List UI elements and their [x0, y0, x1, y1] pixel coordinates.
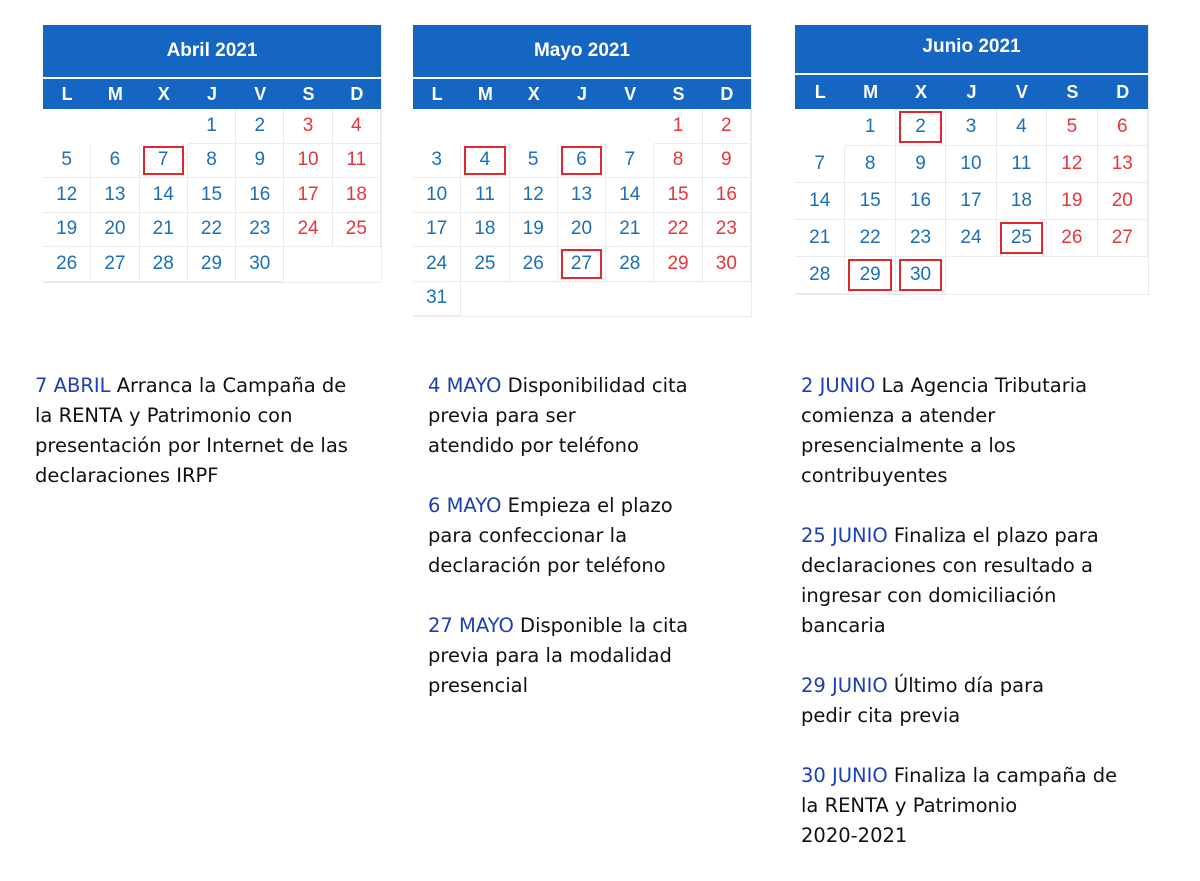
event-item [801, 371, 1196, 491]
day-cell[interactable]: 29 [654, 247, 702, 282]
empty-cell [91, 109, 139, 144]
day-cell[interactable]: 13 [91, 178, 139, 213]
day-cell[interactable]: 14 [140, 178, 188, 213]
day-cell[interactable]: 12 [510, 178, 558, 213]
weekday-label: M [107, 84, 123, 104]
day-cell[interactable]: 13 [558, 178, 606, 213]
day-cell[interactable]: 4 [997, 109, 1047, 146]
day-cell[interactable]: 7 [795, 146, 845, 183]
day-cell[interactable]: 19 [43, 213, 91, 248]
day-cell[interactable]: 18 [333, 178, 381, 213]
day-cell-highlighted[interactable]: 7 [140, 144, 188, 179]
day-cell[interactable]: 11 [461, 178, 509, 213]
day-cell[interactable]: 10 [946, 146, 996, 183]
empty-cell [558, 109, 606, 144]
day-cell[interactable]: 24 [413, 247, 461, 282]
day-cell[interactable]: 3 [946, 109, 996, 146]
day-cell[interactable]: 27 [91, 247, 139, 282]
day-cell[interactable]: 9 [896, 146, 946, 183]
day-cell[interactable]: 21 [606, 213, 654, 248]
day-cell[interactable]: 13 [1098, 146, 1148, 183]
event-description: Arranca la Campaña de la RENTA y Patrimonio con presentación por Internet de las declaraciones IRPF [35, 374, 348, 487]
empty-cell [43, 109, 91, 144]
calendar-may [413, 25, 752, 317]
event-date: 25 JUNIO [801, 524, 888, 547]
weekday-label: S [672, 84, 685, 104]
weekday-label: M [477, 84, 493, 104]
day-cell-highlighted[interactable]: 27 [558, 247, 606, 282]
day-cell[interactable]: 14 [606, 178, 654, 213]
day-cell[interactable]: 18 [461, 213, 509, 248]
day-cell[interactable]: 7 [606, 144, 654, 179]
event-date: 29 JUNIO [801, 674, 888, 697]
day-cell[interactable]: 26 [43, 247, 91, 282]
day-cell[interactable]: 16 [896, 183, 946, 220]
empty-cell [413, 109, 461, 144]
day-cell[interactable]: 2 [236, 109, 284, 144]
empty-cell [461, 109, 509, 144]
day-cell[interactable]: 21 [795, 220, 845, 257]
weekday-label: J [966, 82, 977, 102]
day-cell[interactable]: 2 [703, 109, 751, 144]
day-cell[interactable]: 8 [188, 144, 236, 179]
day-cell[interactable]: 1 [845, 109, 895, 146]
weekday-label: L [431, 84, 443, 104]
day-cell[interactable]: 17 [284, 178, 332, 213]
day-cell[interactable]: 28 [606, 247, 654, 282]
day-cell[interactable]: 30 [236, 247, 284, 282]
day-grid [795, 109, 1148, 294]
day-cell[interactable]: 24 [946, 220, 996, 257]
day-cell[interactable]: 28 [795, 257, 845, 294]
weekday-label: M [863, 82, 879, 102]
day-cell[interactable]: 23 [896, 220, 946, 257]
day-cell[interactable]: 29 [188, 247, 236, 282]
day-cell[interactable]: 5 [1047, 109, 1097, 146]
event-description: La Agencia Tributaria comienza a atender presencialmente a los contribuyentes [801, 374, 1088, 487]
weekday-label: X [157, 84, 170, 104]
day-cell[interactable]: 14 [795, 183, 845, 220]
weekday-label: X [527, 84, 540, 104]
day-cell[interactable]: 31 [413, 282, 461, 317]
day-cell[interactable]: 24 [284, 213, 332, 248]
event-item [35, 371, 400, 491]
day-cell[interactable]: 15 [188, 178, 236, 213]
weekday-label: D [350, 84, 364, 104]
event-date: 2 JUNIO [801, 374, 876, 397]
day-cell[interactable]: 9 [703, 144, 751, 179]
day-cell[interactable]: 21 [140, 213, 188, 248]
day-cell-highlighted[interactable]: 6 [558, 144, 606, 179]
day-cell[interactable]: 17 [413, 213, 461, 248]
weekday-label: D [720, 84, 734, 104]
day-cell[interactable]: 12 [1047, 146, 1097, 183]
day-cell[interactable]: 16 [236, 178, 284, 213]
day-cell[interactable]: 25 [333, 213, 381, 248]
day-cell[interactable]: 5 [510, 144, 558, 179]
event-description: Disponible la cita previa para la modalidad presencial [428, 614, 689, 697]
day-cell[interactable]: 4 [333, 109, 381, 144]
weekday-label: J [206, 84, 217, 104]
day-cell[interactable]: 8 [654, 144, 702, 179]
event-date: 6 MAYO [428, 494, 502, 517]
day-cell[interactable]: 18 [997, 183, 1047, 220]
day-cell[interactable]: 1 [654, 109, 702, 144]
weekday-label: S [1066, 82, 1079, 102]
day-cell-highlighted[interactable]: 29 [845, 257, 895, 294]
day-cell[interactable]: 20 [91, 213, 139, 248]
weekday-label: D [1116, 82, 1130, 102]
event-item [428, 611, 758, 701]
weekday-header [795, 73, 1148, 109]
calendar-april [43, 25, 382, 283]
day-cell[interactable]: 6 [1098, 109, 1148, 146]
weekday-label: L [61, 84, 73, 104]
calendar-title: Abril 2021 [43, 25, 381, 77]
day-cell[interactable]: 6 [91, 144, 139, 179]
weekday-label: V [624, 84, 637, 104]
event-item [428, 491, 758, 581]
events-april [35, 371, 400, 521]
day-cell[interactable]: 8 [845, 146, 895, 183]
day-cell[interactable]: 10 [284, 144, 332, 179]
day-cell[interactable]: 11 [997, 146, 1047, 183]
day-cell[interactable]: 22 [654, 213, 702, 248]
day-cell[interactable]: 20 [1098, 183, 1148, 220]
empty-cell [606, 109, 654, 144]
day-grid [43, 109, 381, 282]
event-item [801, 521, 1196, 641]
calendar-june [795, 25, 1149, 295]
weekday-label: S [302, 84, 315, 104]
event-description: Finaliza el plazo para declaraciones con resultado a ingresar con domiciliación bancaria [801, 524, 1099, 637]
day-cell[interactable]: 19 [1047, 183, 1097, 220]
event-description: Último día para pedir cita previa [801, 674, 1045, 727]
day-cell[interactable]: 20 [558, 213, 606, 248]
empty-cell [510, 109, 558, 144]
day-cell[interactable]: 22 [188, 213, 236, 248]
day-cell[interactable]: 25 [461, 247, 509, 282]
weekday-header [413, 77, 751, 109]
day-cell[interactable]: 28 [140, 247, 188, 282]
day-grid [413, 109, 751, 316]
event-date: 7 ABRIL [35, 374, 111, 397]
day-cell[interactable]: 19 [510, 213, 558, 248]
weekday-label: J [576, 84, 587, 104]
event-date: 4 MAYO [428, 374, 502, 397]
day-cell[interactable]: 12 [43, 178, 91, 213]
day-cell-highlighted[interactable]: 25 [997, 220, 1047, 257]
day-cell[interactable]: 23 [703, 213, 751, 248]
event-description: Finaliza la campaña de la RENTA y Patrimonio 2020-2021 [801, 764, 1118, 847]
day-cell[interactable]: 26 [510, 247, 558, 282]
events-june [801, 371, 1196, 881]
weekday-label: V [1015, 82, 1028, 102]
weekday-label: X [915, 82, 928, 102]
day-cell[interactable]: 9 [236, 144, 284, 179]
calendar-title: Mayo 2021 [413, 25, 751, 77]
event-item [428, 371, 758, 461]
event-date: 27 MAYO [428, 614, 514, 637]
day-cell[interactable]: 5 [43, 144, 91, 179]
day-cell[interactable]: 22 [845, 220, 895, 257]
day-cell[interactable]: 15 [654, 178, 702, 213]
day-cell-highlighted[interactable]: 30 [896, 257, 946, 294]
day-cell[interactable]: 10 [413, 178, 461, 213]
day-cell[interactable]: 27 [1098, 220, 1148, 257]
events-may [428, 371, 758, 731]
weekday-label: L [814, 82, 826, 102]
day-cell[interactable]: 17 [946, 183, 996, 220]
weekday-header [43, 77, 381, 109]
day-cell[interactable]: 3 [413, 144, 461, 179]
day-cell[interactable]: 3 [284, 109, 332, 144]
day-cell[interactable]: 16 [703, 178, 751, 213]
event-item [801, 761, 1196, 851]
event-date: 30 JUNIO [801, 764, 888, 787]
day-cell[interactable]: 23 [236, 213, 284, 248]
day-cell[interactable]: 1 [188, 109, 236, 144]
day-cell[interactable]: 11 [333, 144, 381, 179]
event-description: Empieza el plazo para confeccionar la declaración por teléfono [428, 494, 673, 577]
event-item [801, 671, 1196, 731]
event-description: Disponibilidad cita previa para ser atendido por teléfono [428, 374, 688, 457]
day-cell-highlighted[interactable]: 4 [461, 144, 509, 179]
weekday-label: V [254, 84, 267, 104]
day-cell[interactable]: 15 [845, 183, 895, 220]
day-cell-highlighted[interactable]: 2 [896, 109, 946, 146]
calendar-title: Junio 2021 [795, 25, 1148, 73]
empty-cell [140, 109, 188, 144]
empty-cell [795, 109, 845, 146]
day-cell[interactable]: 30 [703, 247, 751, 282]
day-cell[interactable]: 26 [1047, 220, 1097, 257]
